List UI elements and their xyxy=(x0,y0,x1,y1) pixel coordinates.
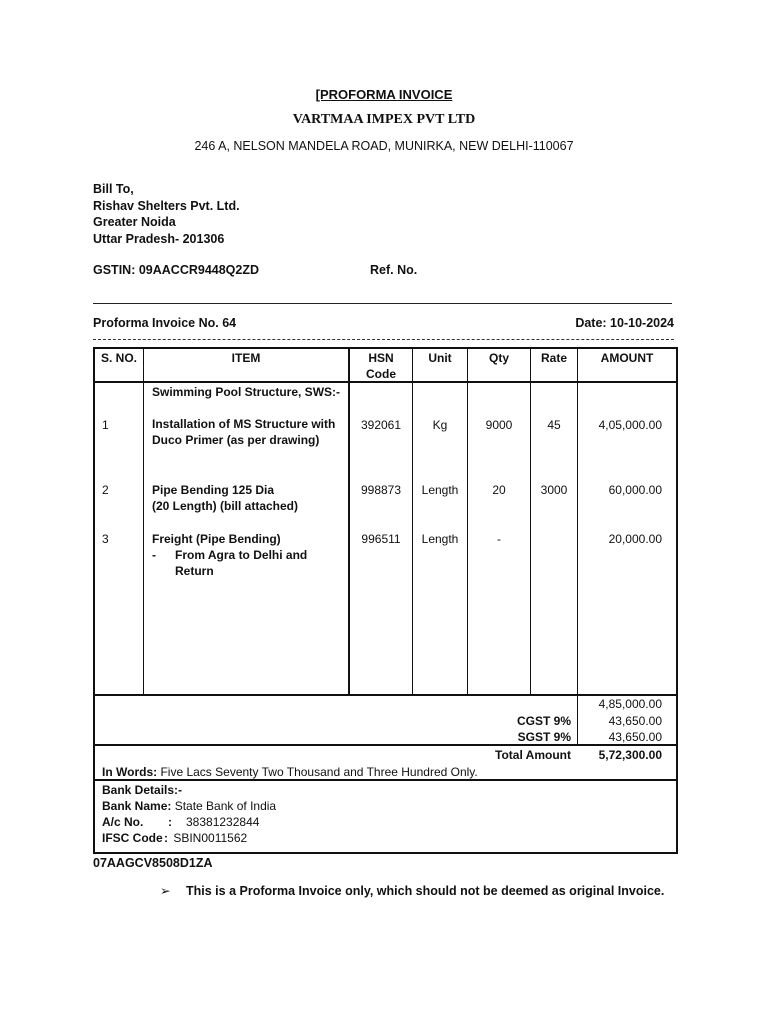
row2-rate: 3000 xyxy=(540,483,568,497)
header-hsn xyxy=(350,350,412,382)
sgst-label: SGST 9% xyxy=(517,730,571,744)
cgst-label: CGST 9% xyxy=(516,714,571,728)
row3-item-line1: Freight (Pipe Bending) xyxy=(152,532,281,546)
in-words-label: In Words: xyxy=(102,765,158,779)
bill-to-label: Bill To, xyxy=(93,182,134,196)
reference-number-label: Ref. No. xyxy=(370,263,418,277)
row2-hsn: 998873 xyxy=(360,483,402,497)
invoice-table xyxy=(93,347,678,854)
ifsc-colon: : xyxy=(164,831,168,845)
bill-to-name: Rishav Shelters Pvt. Ltd. xyxy=(93,198,240,213)
bank-details-title: Bank Details:- xyxy=(102,783,183,797)
horizontal-divider xyxy=(93,303,672,304)
bill-to-state: Uttar Pradesh- 201306 xyxy=(93,231,225,246)
col-divider-hsn xyxy=(412,347,413,695)
col-divider-unit xyxy=(467,347,468,695)
company-gstin: 07AAGCV8508D1ZA xyxy=(93,856,213,870)
header-qty: Qty xyxy=(488,351,509,365)
dashed-divider xyxy=(93,339,674,340)
total-amount-value: 5,72,300.00 xyxy=(598,748,662,762)
header-item: ITEM xyxy=(231,351,261,365)
company-name: VARTMAA IMPEX PVT LTD xyxy=(292,112,476,127)
customer-gstin: GSTIN: 09AACCR9448Q2ZD xyxy=(93,263,260,277)
amount-in-words xyxy=(102,764,662,780)
sgst-value: 43,650.00 xyxy=(608,730,662,744)
row1-item-line1: Installation of MS Structure with xyxy=(152,417,336,431)
account-number-label: A/c No. xyxy=(102,815,144,829)
ifsc-row xyxy=(102,830,502,846)
cgst-value: 43,650.00 xyxy=(608,714,662,728)
row1-sno: 1 xyxy=(102,418,109,432)
company-address: 246 A, NELSON MANDELA ROAD, MUNIRKA, NEW DELHI-110067 xyxy=(194,139,574,153)
section-title: Swimming Pool Structure, SWS:- xyxy=(152,385,341,399)
row3-qty: - xyxy=(497,532,501,546)
bank-name-row xyxy=(102,798,276,814)
row3-hsn: 996511 xyxy=(361,532,401,546)
row1-item-line2: Duco Primer (as per drawing) xyxy=(152,433,320,447)
row2-item-line2: (20 Length) (bill attached) xyxy=(152,499,299,513)
col-divider-item xyxy=(348,347,350,695)
row3-item-sub xyxy=(152,547,348,579)
header-sno: S. NO. xyxy=(100,351,137,365)
arrow-bullet-icon: ➢ xyxy=(160,884,171,898)
row3-unit: Length xyxy=(421,532,459,546)
document-title: [PROFORMA INVOICE xyxy=(315,87,453,102)
bill-to-block xyxy=(93,181,240,247)
invoice-date: Date: 10-10-2024 xyxy=(575,316,674,330)
row3-sno: 3 xyxy=(102,532,109,546)
bank-name-value: State Bank of India xyxy=(174,799,277,813)
row1-amount: 4,05,000.00 xyxy=(598,418,662,432)
row3-item xyxy=(152,531,348,579)
row3-amount: 20,000.00 xyxy=(608,532,662,546)
col-divider-sno xyxy=(143,347,144,695)
header-hsn-line1: HSN xyxy=(368,351,394,365)
header-unit: Unit xyxy=(428,351,452,365)
account-number-colon: : xyxy=(168,815,172,829)
in-words-value: Five Lacs Seventy Two Thousand and Three Hundred Only. xyxy=(160,765,478,779)
bank-name-label: Bank Name: xyxy=(102,799,172,813)
ifsc-value: SBIN0011562 xyxy=(173,831,248,845)
row1-unit: Kg xyxy=(432,418,448,432)
row2-item xyxy=(152,482,348,514)
row3-item-sub-line2: Return xyxy=(175,564,214,578)
row2-sno: 2 xyxy=(102,483,109,497)
subtotal-value: 4,85,000.00 xyxy=(598,697,662,711)
ifsc-label: IFSC Code xyxy=(102,831,163,845)
disclaimer-text: This is a Proforma Invoice only, which should not be deemed as original Invoice. xyxy=(186,884,665,898)
col-divider-qty xyxy=(530,347,531,695)
bill-to-city: Greater Noida xyxy=(93,215,176,229)
account-number-row xyxy=(102,814,502,830)
row1-rate: 45 xyxy=(547,418,561,432)
row2-unit: Length xyxy=(421,483,459,497)
table-border-right xyxy=(676,347,678,854)
table-border-bottom xyxy=(93,852,678,854)
disclaimer-note xyxy=(160,883,664,898)
header-amount: AMOUNT xyxy=(600,351,654,365)
total-amount-label: Total Amount xyxy=(495,748,571,762)
row1-hsn: 392061 xyxy=(360,418,402,432)
row3-item-sub-line1: From Agra to Delhi and xyxy=(175,548,308,562)
table-border-top xyxy=(93,347,678,349)
row2-amount: 60,000.00 xyxy=(608,483,662,497)
row3-item-dash: - xyxy=(152,548,156,562)
row2-item-line1: Pipe Bending 125 Dia xyxy=(152,483,275,497)
row1-item xyxy=(152,416,348,448)
header-hsn-line2: Code xyxy=(366,367,396,381)
account-number-value: 38381232844 xyxy=(186,815,260,829)
invoice-number: Proforma Invoice No. 64 xyxy=(93,316,237,330)
header-rate: Rate xyxy=(540,351,567,365)
row2-qty: 20 xyxy=(492,483,506,497)
table-border-left xyxy=(93,347,95,854)
row1-qty: 9000 xyxy=(485,418,513,432)
